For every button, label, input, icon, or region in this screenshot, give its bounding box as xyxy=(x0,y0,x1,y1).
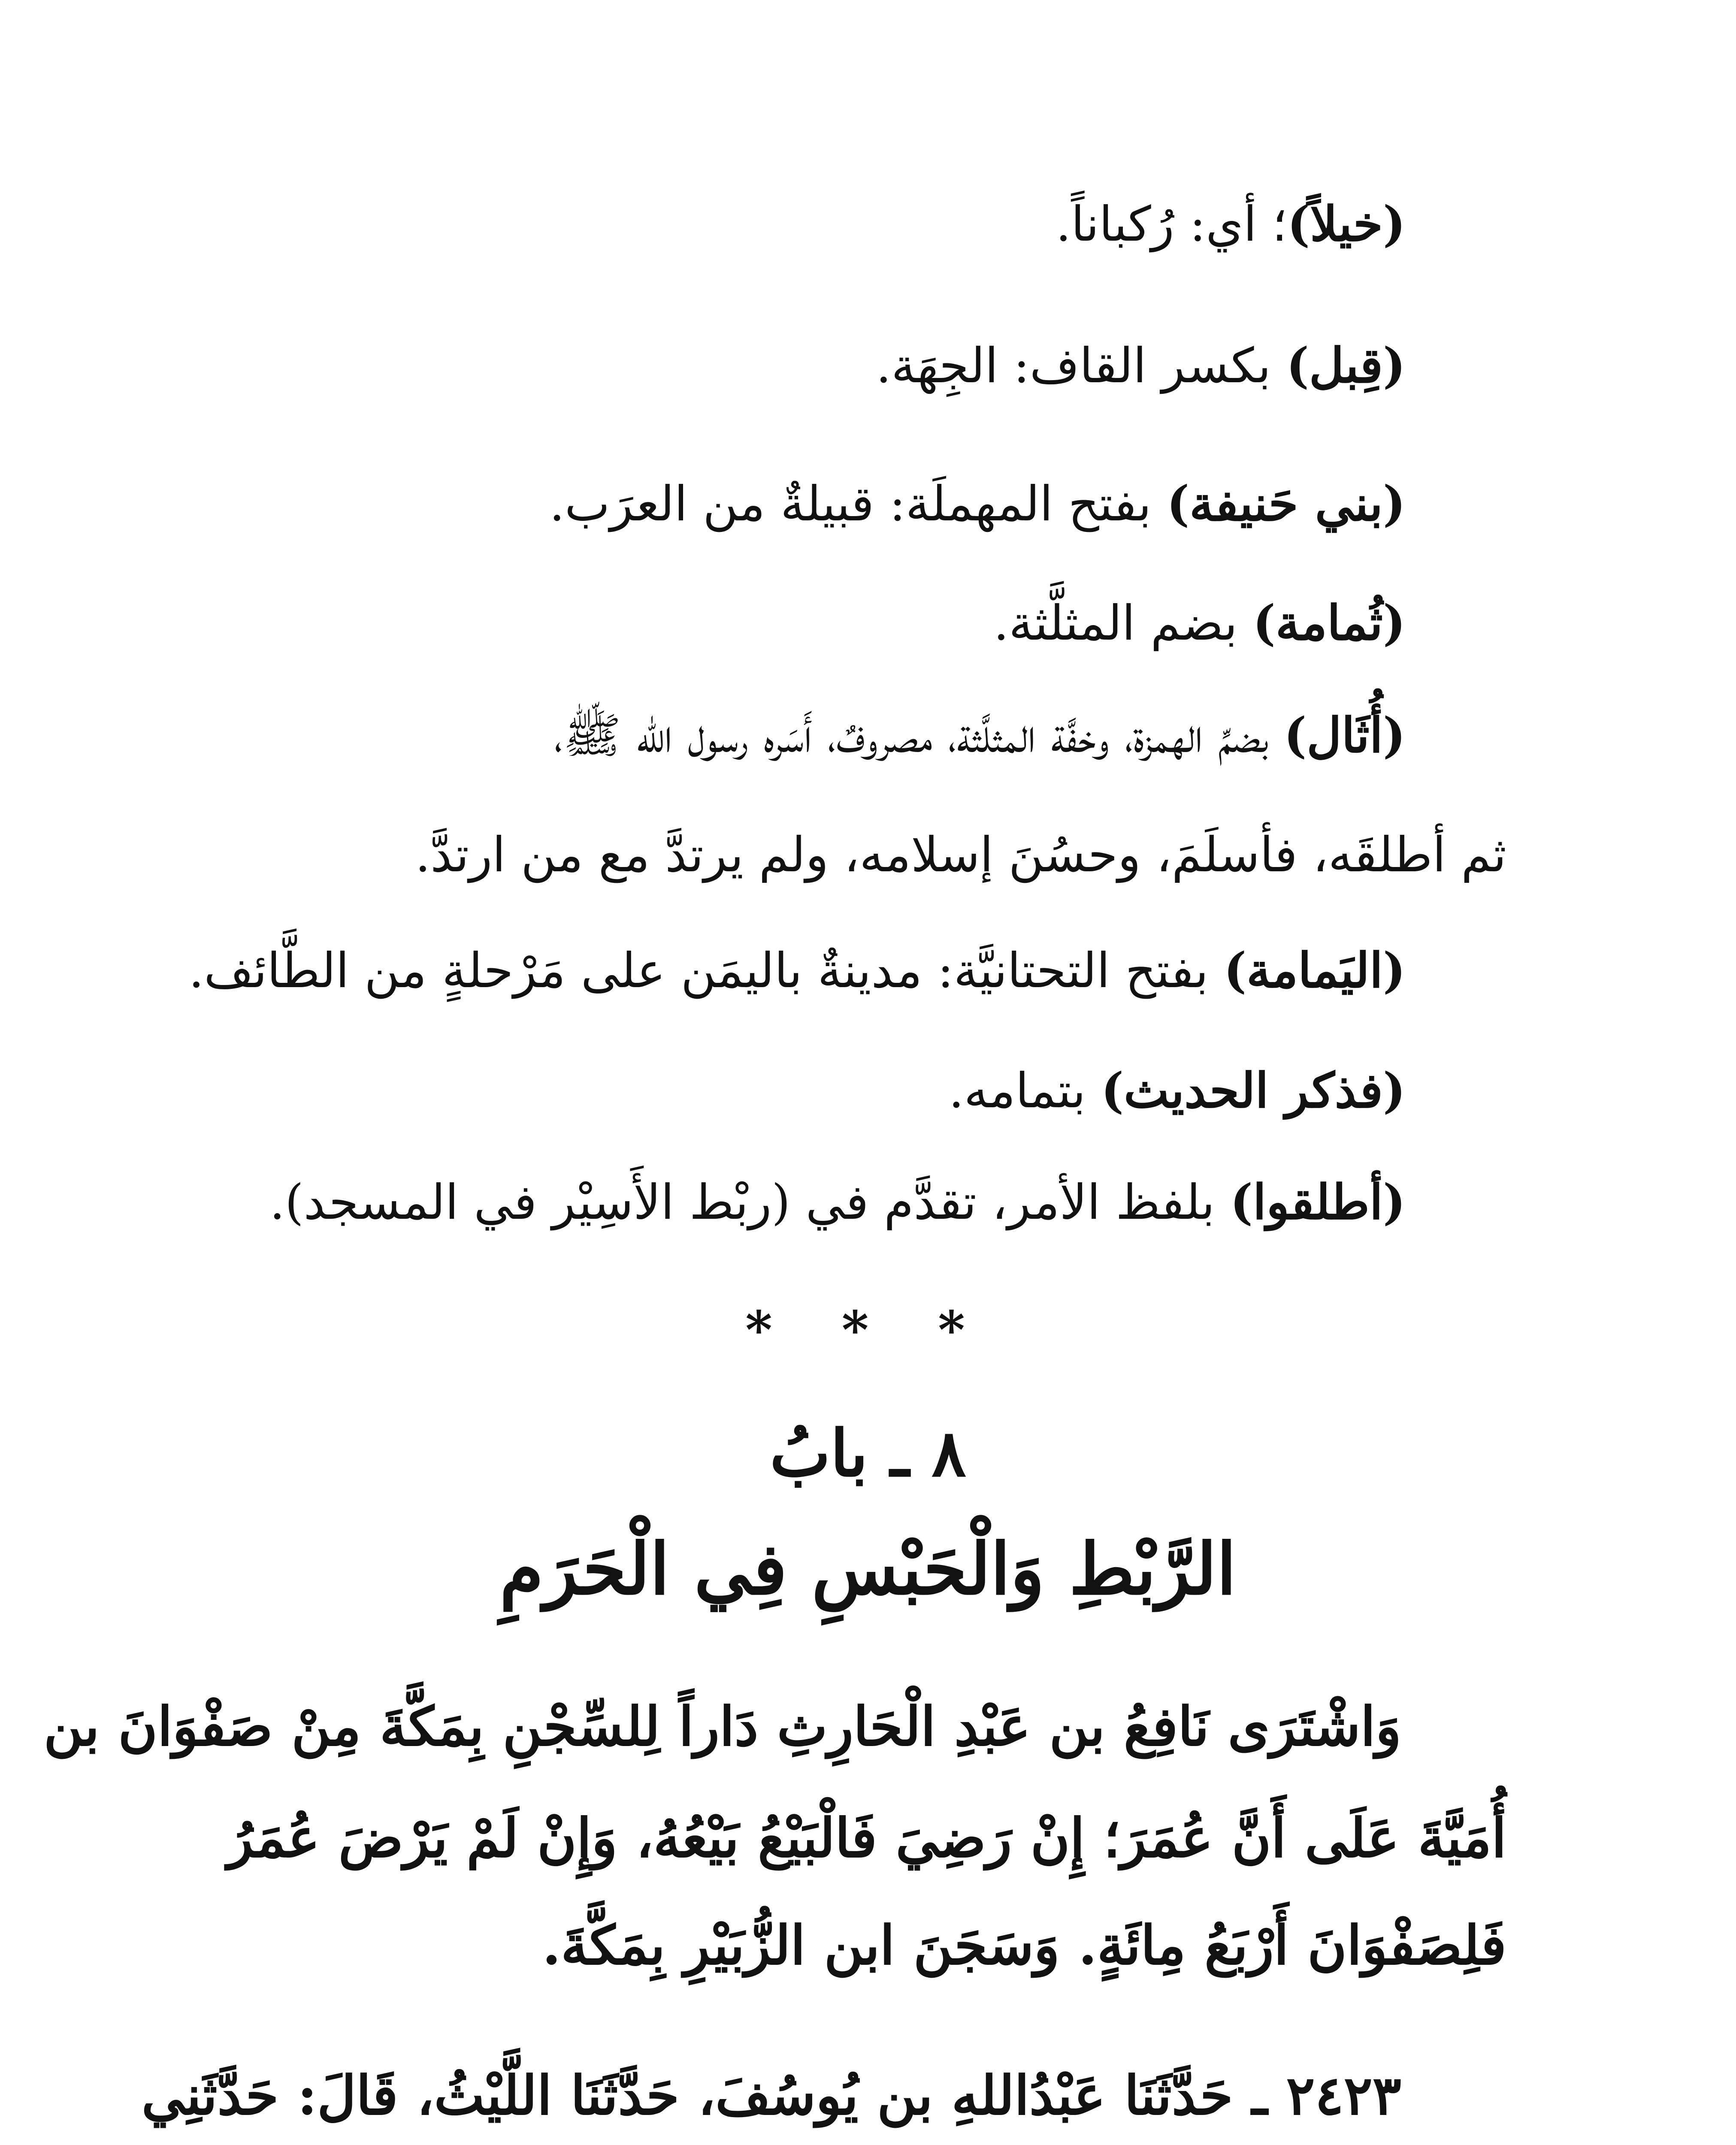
chapter-title: الرَّبْطِ وَالْحَبْسِ فِي الْحَرَمِ xyxy=(499,1527,1237,1610)
glossary-term: (ثُمامة) xyxy=(1252,595,1406,651)
glossary-line xyxy=(554,704,1406,768)
glossary-text: بفتح التحتانيَّة: مدينةٌ باليمَن على مَرْحلةٍ من الطَّائف. xyxy=(188,943,1224,999)
glossary-text: بضم المثلَّثة. xyxy=(993,595,1253,651)
glossary-text: بكسر القاف: الجِهَة. xyxy=(876,338,1286,394)
glossary-text: ثم أطلقَه، فأسلَمَ، وحسُنَ إسلامه، ولم يرتدَّ مع من ارتدَّ. xyxy=(415,827,1506,883)
glossary-line xyxy=(549,472,1406,536)
hadith-line: ٢٤٢٣ ـ حَدَّثَنَا عَبْدُاللهِ بن يُوسُفَ، حَدَّثَنَا اللَّيْثُ، قَالَ: حَدَّثَنِي xyxy=(141,2064,1401,2127)
glossary-line xyxy=(994,591,1406,656)
chapter-number: ٨ ـ بابُ xyxy=(770,1416,966,1491)
glossary-term: (قِبل) xyxy=(1286,338,1406,394)
glossary-line xyxy=(1056,192,1406,257)
glossary-line xyxy=(269,1170,1406,1235)
chapter-intro-line: أُمَيَّةَ عَلَى أَنَّ عُمَرَ؛ إِنْ رَضِيَ فَالْبَيْعُ بَيْعُهُ، وَإِنْ لَمْ يَرْضَ عُمَرُ xyxy=(227,1807,1506,1870)
glossary-term: (اليَمامة) xyxy=(1224,943,1406,999)
chapter-intro-line: وَاشْتَرَى نَافِعُ بن عَبْدِ الْحَارِثِ دَاراً لِلسِّجْنِ بِمَكَّةَ مِنْ صَفْوَانَ بن xyxy=(43,1695,1401,1758)
glossary-text: بفتح المهملَة: قبيلةٌ من العرَب. xyxy=(549,476,1167,532)
chapter-intro-line: فَلِصَفْوَانَ أَرْبَعُ مِائَةٍ. وَسَجَنَ ابن الزُّبَيْرِ بِمَكَّةَ. xyxy=(542,1914,1506,1977)
glossary-line xyxy=(876,334,1406,398)
section-separator: * * * xyxy=(745,1300,991,1360)
glossary-term: (فذكر الحديث) xyxy=(1101,1063,1406,1119)
glossary-text: بلفظ الأمر، تقدَّم في (ربْط الأَسِيْر في المسجد). xyxy=(269,1175,1231,1230)
glossary-text: ؛ أي: رُكباناً. xyxy=(1056,196,1288,252)
glossary-term: (خيلاً) xyxy=(1287,196,1406,252)
glossary-line xyxy=(949,1059,1406,1123)
glossary-text: بتمامه. xyxy=(949,1063,1101,1119)
glossary-continuation-line xyxy=(415,823,1506,887)
glossary-line xyxy=(189,939,1406,1003)
glossary-term: (بني حَنيفة) xyxy=(1167,476,1406,532)
glossary-term: (أُثَال) xyxy=(1284,707,1406,764)
glossary-text: بضمِّ الهمزة، وخفَّة المثلَّثة، مصروفٌ، أَسَره رسول الله ﷺ، xyxy=(554,708,1284,764)
glossary-term: (أطلقوا) xyxy=(1230,1174,1406,1230)
